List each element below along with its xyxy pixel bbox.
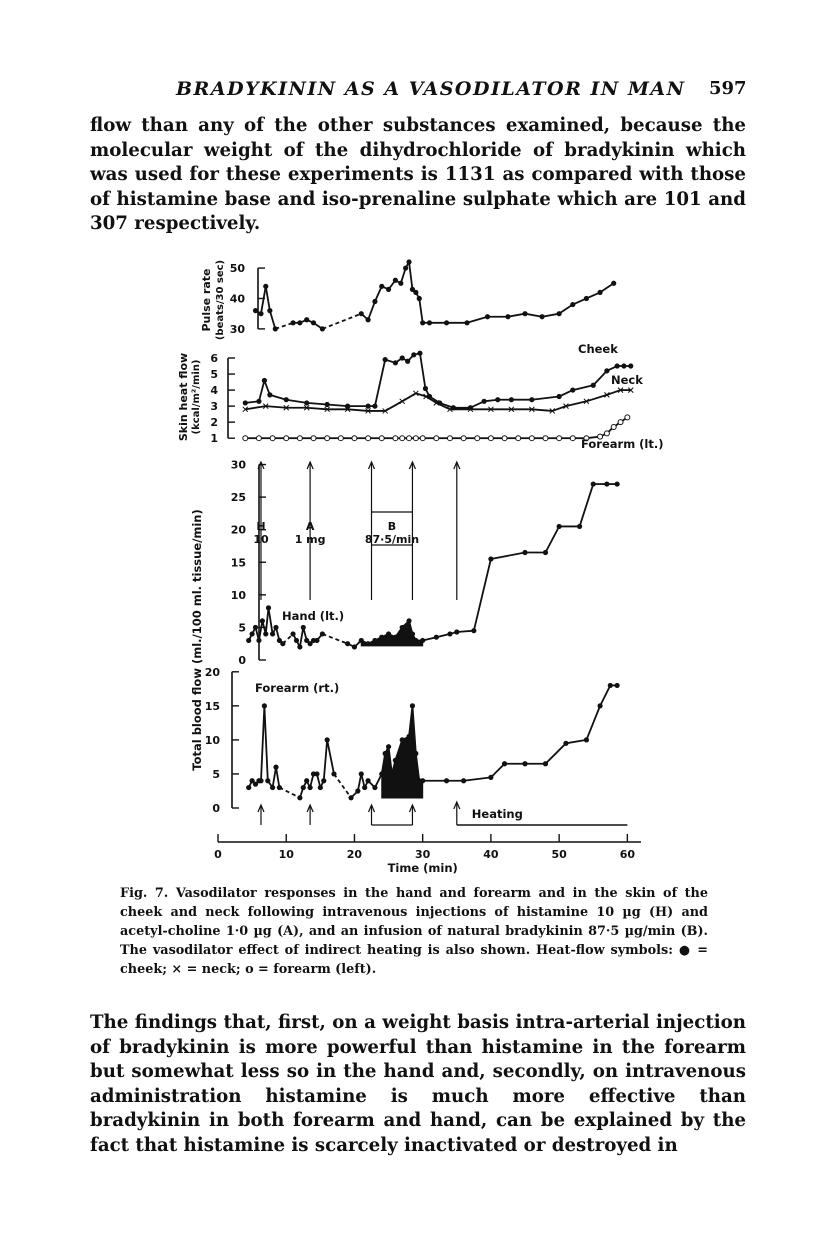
heat-data-point — [393, 360, 398, 365]
pulse-data-point — [444, 320, 449, 325]
hand-y-tick-label: 25 — [230, 491, 246, 505]
hand-y-tick-label: 15 — [230, 556, 246, 570]
heat-data-point — [604, 368, 609, 373]
heat-series-segment — [327, 405, 347, 407]
hand-y-tick-label: 0 — [238, 654, 246, 667]
pulse-data-point — [403, 265, 408, 270]
pulse-data-point — [263, 284, 268, 289]
forearm-series-segment — [334, 774, 351, 798]
pulse-data-point — [320, 326, 325, 331]
heat-data-point — [557, 394, 562, 399]
heat-series-segment — [348, 409, 368, 411]
forearm-series-segment — [491, 764, 505, 778]
pulse-data-point — [359, 311, 364, 316]
hand-data-point — [290, 631, 295, 636]
hand-data-point — [577, 524, 582, 529]
pulse-series-segment — [322, 314, 361, 329]
forearm-data-point — [543, 761, 548, 766]
pulse-series-segment — [275, 323, 293, 329]
heat-data-point — [297, 436, 302, 441]
forearm-data-point — [584, 737, 589, 742]
heat-data-point — [383, 357, 388, 362]
x-tick-label: 20 — [346, 848, 363, 861]
forearm-data-point — [372, 785, 377, 790]
hand-data-point — [273, 625, 278, 630]
heat-data-point — [529, 397, 534, 402]
heat-data-point — [325, 402, 330, 407]
heat-series-segment — [286, 400, 306, 403]
hand-data-point — [557, 524, 562, 529]
forearm-data-point — [502, 761, 507, 766]
hand-data-point — [454, 629, 459, 634]
hand-data-point — [320, 631, 325, 636]
forearm-data-point — [331, 771, 336, 776]
forearm-y-tick-label: 0 — [212, 802, 220, 815]
hand-data-point — [345, 641, 350, 646]
heat-y-tick-label: 1 — [210, 432, 218, 446]
hand-data-point — [260, 618, 265, 623]
pulse-y-tick-label: 30 — [229, 322, 245, 336]
hand-data-point — [434, 635, 439, 640]
hand-data-point — [386, 631, 391, 636]
hand-data-point — [314, 638, 319, 643]
heat-series-segment — [402, 393, 416, 401]
hand-data-point — [591, 481, 596, 486]
heat-data-point — [379, 436, 384, 441]
forearm-data-point — [348, 795, 353, 800]
hand-data-point — [297, 644, 302, 649]
hand-data-point — [352, 644, 357, 649]
forearm-data-point — [301, 785, 306, 790]
event-label-b: B — [387, 520, 397, 533]
pulse-data-point — [258, 311, 263, 316]
pulse-data-point — [304, 317, 309, 322]
heat-y-axis-label: Skin heat flow — [177, 352, 190, 442]
heat-data-point — [611, 424, 616, 429]
forearm-data-point — [362, 785, 367, 790]
heat-series-segment — [593, 371, 607, 385]
heat-data-point — [311, 436, 316, 441]
heat-data-point — [420, 436, 425, 441]
x-tick-label: 60 — [619, 848, 636, 861]
pulse-data-point — [406, 259, 411, 264]
forearm-series-segment — [276, 767, 279, 787]
forearm-data-point — [325, 737, 330, 742]
forearm-data-point — [400, 737, 405, 742]
heat-series-segment — [307, 408, 327, 410]
x-tick-label: 50 — [551, 848, 567, 861]
heat-data-point — [543, 436, 548, 441]
forearm-series-segment — [464, 777, 491, 780]
paragraph-top: flow than any of the other substances examined, because the molecular weight of the dihydrochloride of bradykinin which was used for these experiments is 1131 as compared with those of histamine base and iso-prenaline sulphate which are 101 and 307 respectively. — [90, 115, 746, 235]
forearm-data-point — [258, 778, 263, 783]
hand-data-point — [400, 625, 405, 630]
forearm-data-point — [270, 785, 275, 790]
forearm-data-point — [359, 771, 364, 776]
hand-data-point — [301, 625, 306, 630]
forearm-data-point — [389, 771, 394, 776]
pulse-data-point — [253, 308, 258, 313]
pulse-data-point — [379, 284, 384, 289]
forearm-series-segment — [358, 774, 361, 791]
heat-data-point — [270, 436, 275, 441]
forearm-series-segment — [264, 706, 267, 781]
hand-series-segment — [474, 559, 491, 631]
hand-series-segment — [545, 526, 559, 552]
forearm-series-segment — [279, 788, 299, 798]
x-axis-title: Time (min) — [387, 861, 458, 875]
forearm-data-point — [413, 751, 418, 756]
pulse-data-point — [539, 314, 544, 319]
forearm-data-point — [277, 785, 282, 790]
heat-y-tick-label: 4 — [210, 384, 218, 398]
hand-data-point — [294, 638, 299, 643]
forearm-data-point — [386, 744, 391, 749]
heat-data-point — [591, 383, 596, 388]
forearm-y-tick-label: 5 — [212, 767, 220, 781]
hand-data-point — [253, 625, 258, 630]
hand-data-point — [604, 481, 609, 486]
forearm-data-point — [488, 775, 493, 780]
pulse-data-point — [372, 299, 377, 304]
hand-series-segment — [322, 634, 347, 644]
hand-data-point — [372, 638, 377, 643]
pulse-series-segment — [368, 302, 375, 320]
heat-data-point — [284, 397, 289, 402]
heat-data-point — [557, 436, 562, 441]
forearm-y-tick-label: 15 — [204, 699, 220, 713]
heat-data-point — [407, 436, 412, 441]
hand-data-point — [420, 638, 425, 643]
event-dose-h: 10 — [253, 533, 269, 546]
forearm-y-tick-label: 10 — [204, 733, 220, 747]
pulse-data-point — [420, 320, 425, 325]
x-tick-label: 30 — [415, 848, 431, 861]
hand-series-segment — [268, 608, 272, 634]
event-label-a: A — [305, 520, 315, 533]
heat-y-tick-label: 5 — [210, 368, 218, 382]
heat-series-segment — [245, 406, 265, 409]
pulse-data-point — [297, 320, 302, 325]
forearm-data-point — [273, 765, 278, 770]
figure-7-chart — [170, 240, 670, 880]
hand-data-point — [270, 631, 275, 636]
heat-data-point — [625, 415, 630, 420]
heat-series-segment — [266, 406, 286, 408]
heat-y-tick-label: 6 — [210, 352, 218, 366]
heat-data-point — [413, 436, 418, 441]
heat-data-point — [325, 436, 330, 441]
pulse-data-point — [522, 311, 527, 316]
heat-data-point — [366, 436, 371, 441]
figure-caption: Fig. 7. Vasodilator responses in the hand and forearm and in the skin of the cheek and neck following intravenous injections of histamine 10 µg (H) and acetyl-choline 1·0 µg (A), and an infusion of natural bradykinin 87·5 µg/min (B). The vasodilator effect of indirect heating is also shown. Heat-flow symbols: ● = cheek; × = neck; o = forearm (left). — [120, 886, 708, 977]
forearm-data-point — [597, 703, 602, 708]
forearm-y-tick-label: 20 — [204, 665, 220, 679]
pulse-data-point — [393, 278, 398, 283]
pulse-data-point — [290, 320, 295, 325]
heat-data-point — [423, 386, 428, 391]
heat-data-point — [411, 352, 416, 357]
hand-data-point — [263, 631, 268, 636]
forearm-data-point — [318, 785, 323, 790]
heat-data-point — [628, 363, 633, 368]
pulse-data-point — [365, 317, 370, 322]
blood-flow-y-axis-label: Total blood flow (ml./100 ml. tissue/min) — [190, 509, 204, 771]
event-dose-a: 1 mg — [294, 533, 326, 546]
pulse-data-point — [611, 281, 616, 286]
pulse-y-axis-label-units: (beats/30 sec) — [215, 259, 226, 341]
forearm-series-segment — [327, 740, 334, 774]
forearm-data-point — [321, 778, 326, 783]
heat-data-point — [488, 436, 493, 441]
heat-data-point — [461, 436, 466, 441]
pulse-data-point — [417, 296, 422, 301]
hand-data-point — [543, 550, 548, 555]
heat-data-point — [338, 436, 343, 441]
heat-data-point — [405, 359, 410, 364]
forearm-data-point — [308, 785, 313, 790]
hand-data-point — [393, 635, 398, 640]
pulse-y-tick-label: 50 — [229, 262, 245, 276]
hand-series-segment — [266, 608, 269, 634]
running-header — [0, 78, 816, 104]
hand-data-point — [488, 556, 493, 561]
pulse-data-point — [267, 308, 272, 313]
pulse-data-point — [557, 311, 562, 316]
heat-data-point — [352, 436, 357, 441]
hand-data-point — [410, 631, 415, 636]
heat-data-point — [267, 392, 272, 397]
forearm-data-point — [246, 785, 251, 790]
pulse-data-point — [311, 320, 316, 325]
forearm-series-segment — [324, 740, 327, 781]
hand-data-point — [280, 641, 285, 646]
heat-data-point — [304, 400, 309, 405]
x-tick-label: 40 — [483, 848, 499, 861]
heat-data-point — [516, 436, 521, 441]
running-title: BRADYKININ AS A VASODILATOR IN MAN — [176, 78, 686, 100]
heat-data-point — [615, 363, 620, 368]
hand-data-point — [379, 635, 384, 640]
forearm-data-point — [297, 795, 302, 800]
pulse-data-point — [464, 320, 469, 325]
forearm-data-point — [522, 761, 527, 766]
heat-series-segment — [586, 395, 606, 401]
heat-data-point — [475, 436, 480, 441]
heat-data-point — [434, 436, 439, 441]
forearm-rt-label: Forearm (rt.) — [255, 681, 340, 695]
hand-series-segment — [300, 627, 303, 647]
forearm-data-point — [379, 771, 384, 776]
hand-data-point — [615, 481, 620, 486]
heat-data-point — [256, 399, 261, 404]
heat-series-segment — [532, 397, 559, 400]
heat-series-segment — [259, 380, 264, 401]
x-tick-label: 0 — [214, 848, 222, 861]
pulse-series-segment — [467, 317, 487, 323]
heat-data-point — [570, 387, 575, 392]
forearm-data-point — [420, 778, 425, 783]
forearm-data-point — [314, 771, 319, 776]
heat-data-point — [372, 404, 377, 409]
forearm-data-point — [563, 741, 568, 746]
hand-data-point — [413, 638, 418, 643]
heat-data-point — [621, 363, 626, 368]
pulse-series-segment — [409, 262, 412, 289]
pulse-series-segment — [261, 286, 266, 313]
heat-y-tick-label: 2 — [210, 416, 218, 430]
heating-label: Heating — [471, 807, 523, 821]
hand-y-tick-label: 30 — [230, 458, 246, 472]
hand-data-point — [406, 618, 411, 623]
event-dose-b: 87·5/min — [364, 533, 420, 546]
heat-data-point — [570, 436, 575, 441]
heat-data-point — [502, 436, 507, 441]
heat-data-point — [618, 420, 623, 425]
pulse-data-point — [485, 314, 490, 319]
heat-series-segment — [566, 401, 586, 406]
heat-series-segment — [532, 409, 552, 411]
forearm-data-point — [444, 778, 449, 783]
heat-data-point — [365, 404, 370, 409]
heat-data-point — [400, 355, 405, 360]
heat-data-point — [393, 436, 398, 441]
forearm-data-point — [406, 734, 411, 739]
hand-data-point — [246, 638, 251, 643]
forearm-series-segment — [600, 685, 610, 705]
forearm-data-point — [615, 683, 620, 688]
hand-data-point — [256, 638, 261, 643]
x-tick-label: 10 — [278, 848, 294, 861]
heat-data-point — [243, 436, 248, 441]
hand-data-point — [522, 550, 527, 555]
hand-y-tick-label: 5 — [238, 621, 246, 635]
forearm-data-point — [383, 751, 388, 756]
heat-data-point — [400, 436, 405, 441]
heat-data-point — [481, 399, 486, 404]
paragraph-bottom: The findings that, first, on a weight basis intra-arterial injection of bradykinin is more powerful than histamine in the forearm but somewhat less so in the hand and, secondly, on intravenous administration histamine is much more effective than bradykinin in both forearm and hand, can be explained by the fact that histamine is scarcely inactivated or destroyed in — [90, 1012, 746, 1156]
heat-series-segment — [385, 401, 402, 411]
heat-data-point — [529, 436, 534, 441]
neck-label: Neck — [611, 373, 643, 387]
pulse-data-point — [273, 326, 278, 331]
forearm-series-segment — [586, 706, 600, 740]
forearm-lt-label: Forearm (lt.) — [581, 437, 664, 451]
heat-series-segment — [573, 385, 593, 390]
page-number: 597 — [709, 78, 747, 99]
heat-y-tick-label: 3 — [210, 400, 218, 414]
forearm-series-segment — [545, 743, 565, 763]
forearm-series-segment — [273, 767, 276, 787]
pulse-y-tick-label: 40 — [229, 292, 245, 306]
heat-data-point — [262, 378, 267, 383]
hand-data-point — [365, 641, 370, 646]
pulse-y-axis-label: Pulse rate — [200, 268, 213, 332]
heat-y-axis-label-units: (kcal/m²/min) — [191, 359, 202, 435]
heat-data-point — [447, 436, 452, 441]
pulse-data-point — [427, 320, 432, 325]
forearm-series-segment — [566, 740, 586, 743]
heat-data-point — [495, 397, 500, 402]
pulse-data-point — [570, 302, 575, 307]
forearm-data-point — [461, 778, 466, 783]
forearm-data-point — [355, 788, 360, 793]
pulse-series-segment — [270, 311, 275, 329]
pulse-series-segment — [266, 286, 270, 310]
pulse-data-point — [584, 296, 589, 301]
heat-data-point — [243, 400, 248, 405]
heat-data-point — [284, 436, 289, 441]
pulse-data-point — [386, 287, 391, 292]
heat-data-point — [417, 351, 422, 356]
hand-data-point — [447, 631, 452, 636]
cheek-label: Cheek — [578, 342, 618, 356]
hand-data-point — [471, 628, 476, 633]
series-group — [243, 259, 634, 800]
forearm-data-point — [365, 778, 370, 783]
heat-series-segment — [307, 403, 327, 405]
hand-data-point — [359, 638, 364, 643]
heat-data-point — [509, 397, 514, 402]
hand-series-segment — [491, 552, 525, 559]
pulse-data-point — [505, 314, 510, 319]
pulse-data-point — [398, 281, 403, 286]
event-label-h: H — [256, 520, 266, 533]
pulse-data-point — [413, 290, 418, 295]
heat-series-segment — [420, 353, 425, 388]
hand-y-tick-label: 10 — [230, 588, 246, 602]
hand-series-segment — [580, 484, 594, 526]
heat-data-point — [604, 431, 609, 436]
pulse-series-segment — [419, 298, 422, 322]
hand-lt-label: Hand (lt.) — [282, 609, 345, 623]
pulse-data-point — [597, 290, 602, 295]
forearm-data-point — [410, 703, 415, 708]
forearm-data-point — [262, 703, 267, 708]
hand-data-point — [250, 631, 255, 636]
forearm-data-point — [608, 683, 613, 688]
forearm-data-point — [304, 778, 309, 783]
hand-data-point — [266, 605, 271, 610]
forearm-data-point — [393, 758, 398, 763]
forearm-data-point — [265, 778, 270, 783]
forearm-series-segment — [261, 706, 264, 781]
hand-y-tick-label: 20 — [230, 523, 246, 537]
heat-series-segment — [375, 360, 385, 407]
heat-data-point — [256, 436, 261, 441]
